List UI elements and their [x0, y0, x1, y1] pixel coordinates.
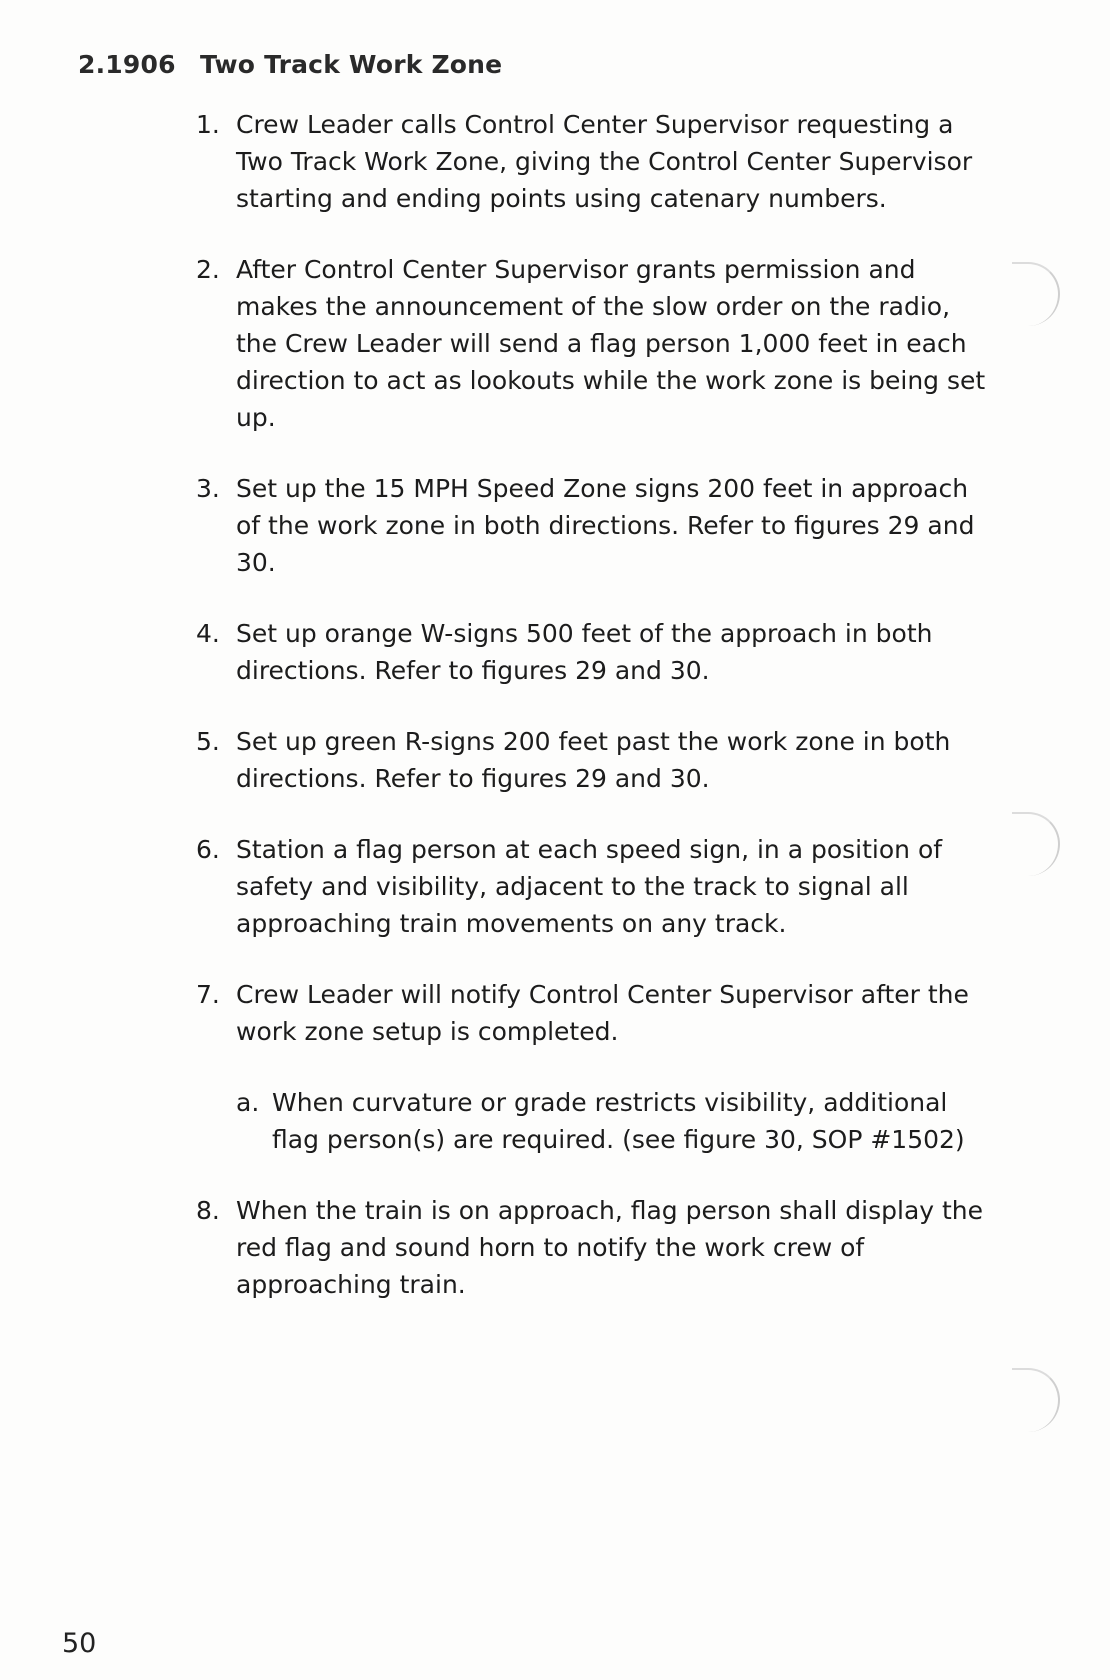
substep-letter: a.	[236, 1088, 260, 1117]
step-text: When the train is on approach, flag person shall display the red flag and sound horn to notify the work crew of approaching train.	[236, 1196, 984, 1299]
page-number: 50	[62, 1628, 97, 1659]
step-number: 7.	[196, 980, 220, 1009]
step-text: Set up the 15 MPH Speed Zone signs 200 feet in approach of the work zone in both directions. Refer to figures 29 and 30.	[236, 474, 975, 577]
step-number: 3.	[196, 474, 220, 503]
section-title: Two Track Work Zone	[200, 50, 503, 79]
step-text: Set up orange W-signs 500 feet of the approach in both directions. Refer to figures 29 and 30.	[236, 619, 933, 685]
substep-item	[236, 1084, 996, 1158]
section-heading	[78, 50, 502, 79]
step-item	[196, 723, 996, 797]
step-text: Station a flag person at each speed sign, in a position of safety and visibility, adjacent to the track to signal all approaching train movements on any track.	[236, 835, 943, 938]
step-item	[196, 831, 996, 942]
step-number: 5.	[196, 727, 220, 756]
step-item	[196, 470, 996, 581]
procedure-steps	[196, 106, 996, 1337]
step-number: 1.	[196, 110, 220, 139]
substep-text: When curvature or grade restricts visibility, additional flag person(s) are required. (see figure 30, SOP #1502)	[272, 1088, 965, 1154]
section-number: 2.1906	[78, 50, 176, 79]
step-text: Crew Leader will notify Control Center Supervisor after the work zone setup is completed.	[236, 980, 969, 1046]
step-text: Crew Leader calls Control Center Supervisor requesting a Two Track Work Zone, giving the Control Center Supervisor starting and ending points using catenary numbers.	[236, 110, 973, 213]
step-item	[196, 615, 996, 689]
step-number: 8.	[196, 1196, 220, 1225]
step-text: Set up green R-signs 200 feet past the work zone in both directions. Refer to figures 29 and 30.	[236, 727, 951, 793]
binder-hole-mark	[1012, 812, 1060, 876]
step-item	[196, 106, 996, 217]
binder-hole-mark	[1012, 1368, 1060, 1432]
step-text: After Control Center Supervisor grants permission and makes the announcement of the slow order on the radio, the Crew Leader will send a flag person 1,000 feet in each direction to act as lookouts while the work zone is being set up.	[236, 255, 986, 432]
step-item	[196, 976, 996, 1158]
binder-hole-mark	[1012, 262, 1060, 326]
step-number: 4.	[196, 619, 220, 648]
step-item	[196, 251, 996, 436]
step-number: 6.	[196, 835, 220, 864]
step-number: 2.	[196, 255, 220, 284]
step-item	[196, 1192, 996, 1303]
